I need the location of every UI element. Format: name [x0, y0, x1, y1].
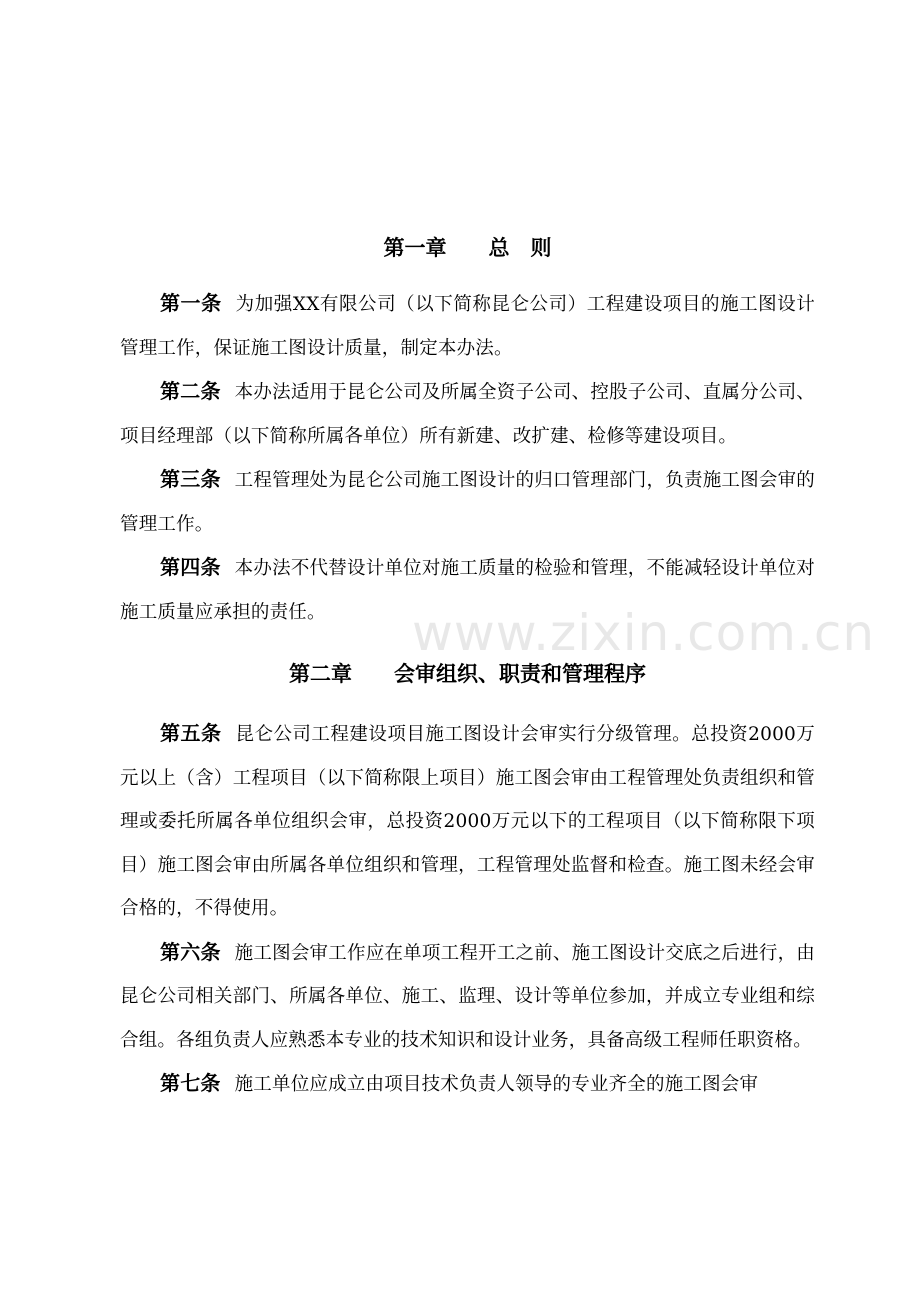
- article-4-label: 第四条: [160, 555, 221, 579]
- article-1-text: 为加强XX有限公司（以下简称昆仑公司）工程建设项目的施工图设计管理工作，保证施工图设计质量，制定本办法。: [120, 294, 815, 359]
- article-7-text: 施工单位应成立由项目技术负责人领导的专业齐全的施工图会审: [234, 1074, 759, 1095]
- article-7: [120, 1062, 815, 1107]
- article-6: [120, 931, 815, 1063]
- article-5-text: 昆仑公司工程建设项目施工图设计会审实行分级管理。总投资2000万元以上（含）工程项目（以下简称限上项目）施工图会审由工程管理处负责组织和管理或委托所属各单位组织会审，总投资2000万元以下的工程项目（以下简称限下项目）施工图会审由所属各单位组织和管理，工程管理处监督和检查。施工图未经会审合格的，不得使用。: [120, 724, 815, 919]
- article-4-text: 本办法不代替设计单位对施工质量的检验和管理，不能减轻设计单位对施工质量应承担的责任。: [120, 558, 815, 623]
- article-2-text: 本办法适用于昆仑公司及所属全资子公司、控股子公司、直属分公司、项目经理部（以下简称所属各单位）所有新建、改扩建、检修等建设项目。: [120, 382, 815, 447]
- article-4: [120, 546, 815, 634]
- article-3: [120, 458, 815, 546]
- article-2-label: 第二条: [160, 379, 221, 403]
- article-5-label: 第五条: [160, 721, 222, 745]
- article-3-text: 工程管理处为昆仑公司施工图设计的归口管理部门，负责施工图会审的管理工作。: [120, 470, 815, 535]
- chapter-2-title: 第二章 会审组织、职责和管理程序: [289, 662, 646, 686]
- chapter-1-title: 第一章 总 则: [383, 236, 552, 260]
- watermark: www.zixin.com.cn: [412, 604, 876, 662]
- article-6-label: 第六条: [160, 939, 221, 964]
- article-2: [120, 370, 815, 458]
- article-6-text: 施工图会审工作应在单项工程开工之前、施工图设计交底之后进行，由昆仑公司相关部门、所属各单位、施工、监理、设计等单位参加，并成立专业组和综合组。各组负责人应熟悉本专业的技术知识和设计业务，具备高级工程师任职资格。: [120, 942, 815, 1051]
- article-3-label: 第三条: [160, 467, 221, 491]
- document-body: [120, 228, 815, 1107]
- article-7-label: 第七条: [160, 1071, 221, 1095]
- article-5: [120, 712, 815, 931]
- article-1: [120, 282, 815, 370]
- article-1-label: 第一条: [160, 291, 222, 315]
